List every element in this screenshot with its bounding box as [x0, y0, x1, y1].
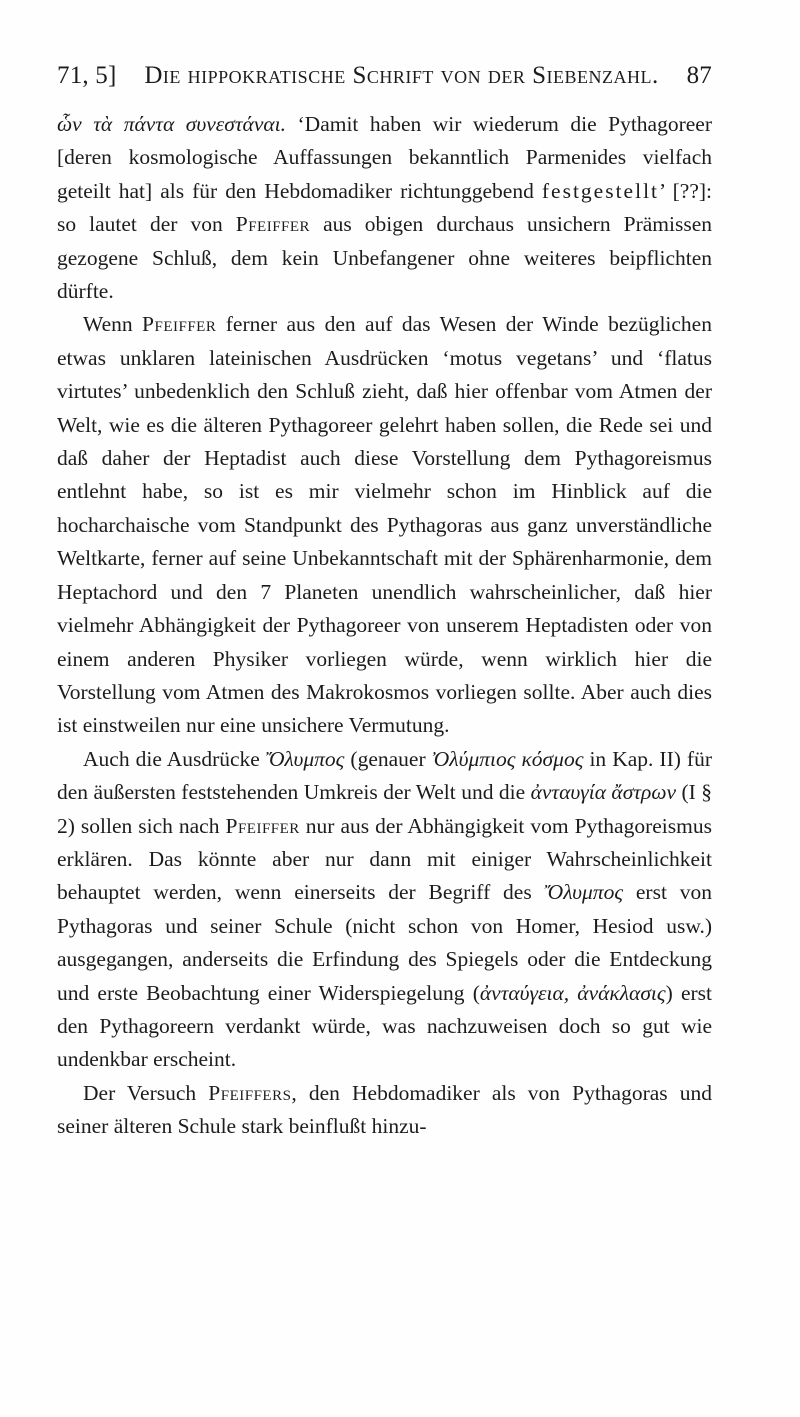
- book-page: [57, 62, 712, 1144]
- author-name: Pfeiffer: [235, 212, 311, 237]
- author-name: Pfeiffers: [208, 1080, 292, 1105]
- text-run: (I § 2) sollen sich nach: [57, 780, 712, 838]
- text-run: erst von Pythagoras und seiner Schule (nicht schon von Homer, Hesiod usw.) ausgegangen, anderseits die Erfindung des Spiegels oder die Entdeckung und erste Beobachtung einer Widerspiegelung (: [57, 880, 712, 1005]
- text-run: , den Hebdomadiker als von Pythagoras und seiner älteren Schule stark beinflußt hinzu-: [57, 1080, 712, 1139]
- text-run: aus obigen durchaus unsichern Prämissen gezogene Schluß, dem kein Unbefangener ohne weiteres beipflichten dürfte.: [57, 212, 712, 304]
- paragraph: [57, 1077, 712, 1144]
- paragraph: [57, 743, 712, 1077]
- text-run: Der Versuch: [83, 1080, 209, 1105]
- greek-term: Ὀλύμπιος κόσμος: [431, 746, 584, 771]
- author-name: Pfeiffer: [142, 312, 217, 337]
- body-text: [57, 108, 712, 1144]
- greek-term: ἀνταύγεια, ἀνάκλασις: [479, 980, 666, 1005]
- text-run: ) erst den Pythagoreern verdankt würde, was nachzuweisen doch so gut wie undenkbar erscheint.: [57, 980, 713, 1072]
- text-run: Auch die Ausdrücke: [83, 746, 266, 771]
- text-run: in Kap. II) für den äußersten feststehenden Umkreis der Welt und die: [57, 746, 712, 805]
- paragraph: [57, 308, 712, 742]
- author-name: Pfeiffer: [225, 813, 300, 838]
- text-run: ferner aus den auf das Wesen der Winde bezüglichen etwas unklaren lateinischen Ausdrücken ‘motus vegetans’ und ‘flatus virtutes’ unbedenklich den Schluß zieht, daß hier offenbar vom Atmen der Welt, wie es die älteren Pythagoreer gelehrt haben sollen, die Rede sei und daß daher der Heptadist auch diese Vorstellung dem Pythagoreismus entlehnt habe, so ist es mir vielmehr schon im Hinblick auf die hocharchaische vom Standpunkt des Pythagoras aus ganz unverständliche Weltkarte, ferner auf seine Unbekanntschaft mit der Sphärenharmonie, dem Heptachord und den 7 Planeten unendlich wahrscheinlicher, daß hier vielmehr Abhängigkeit der Pythagoreer von unserem Heptadisten oder von einem anderen Physiker vorliegen würde, wenn wirklich hier die Vorstellung vom Atmen des Makrokosmos vorliegen sollte. Aber auch dies ist einstweilen nur eine unsichere Vermutung.: [57, 312, 712, 738]
- text-run: ‘Damit haben wir wiederum die Pythagoreer [deren kosmologische Auffassungen bekanntlich Parmenides vielfach geteilt hat] als für den Hebdomadiker richtunggebend: [57, 112, 712, 203]
- paragraph: [57, 108, 712, 308]
- spaced-emphasis: festgestellt: [541, 178, 660, 203]
- page-number: 87: [686, 62, 712, 89]
- greek-term: Ὄλυμπος: [265, 746, 345, 771]
- text-run: nur aus der Abhängigkeit vom Pythagoreismus erklären. Das könnte aber nur dann mit einiger Wahrscheinlichkeit behauptet werden, wenn einerseits der Begriff des: [57, 813, 712, 905]
- text-run: ’ [??]: so lautet der von: [57, 178, 712, 237]
- greek-term: Ὄλυμπος: [544, 880, 624, 905]
- running-head: [57, 62, 712, 102]
- text-run: Wenn: [83, 312, 143, 337]
- text-run: (genauer: [344, 746, 432, 771]
- greek-term: ἀνταυγία ἄστρων: [530, 780, 677, 805]
- running-title: Die hippokratische Schrift von der Siebenzahl.: [144, 62, 659, 89]
- greek-term: ὧν τὰ πάντα συνεστάναι.: [57, 112, 287, 136]
- chapter-section-ref: 71, 5]: [57, 62, 117, 89]
